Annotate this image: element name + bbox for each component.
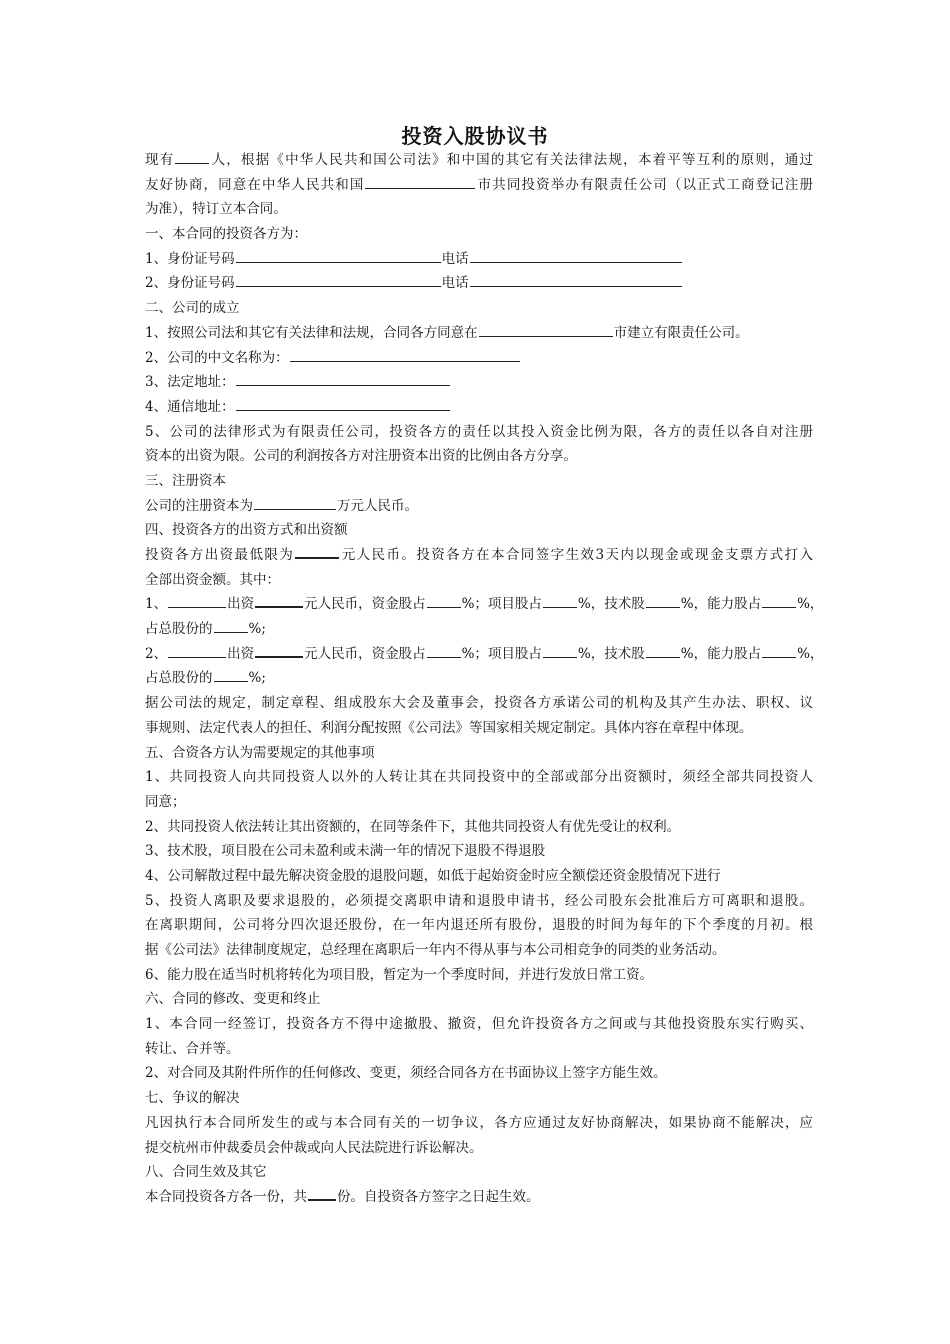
investor-item-1 <box>145 592 824 617</box>
item-text: 元人民币，资金股占 <box>304 596 426 613</box>
clause-line: 3、技术股，项目股在公司未盈利或未满一年的情况下退股不得退股 <box>145 843 546 860</box>
project-share-blank[interactable] <box>543 593 577 608</box>
clause-line <box>145 321 813 346</box>
ability-share-blank[interactable] <box>762 643 796 658</box>
item-text: %; <box>248 670 266 687</box>
clause-line <box>145 346 813 371</box>
section-heading: 三、注册资本 <box>145 472 226 489</box>
clause-line: 5、投资人离职及要求退股的，必须提交离职申请和退股申请书，经公司股东会批准后方可离职和退股。 <box>145 892 813 909</box>
clause-line <box>145 1185 813 1210</box>
ability-share-blank[interactable] <box>762 593 796 608</box>
item-text: %， <box>797 645 824 662</box>
amount-blank[interactable] <box>255 642 303 658</box>
clause-line: 2、共同投资人依法转让其出资额的，在同等条件下，其他共同投资人有优先受让的权利。 <box>145 818 681 835</box>
clause-text: 万元人民币。 <box>337 497 418 514</box>
clause-text: 4、通信地址： <box>145 398 235 415</box>
section-heading: 七、争议的解决 <box>145 1090 240 1107</box>
city-blank[interactable] <box>365 174 475 189</box>
section-heading: 八、合同生效及其它 <box>145 1164 267 1181</box>
investor-item-2 <box>145 642 824 667</box>
investor-count-blank[interactable] <box>175 149 209 164</box>
clause-line: 6、能力股在适当时机将转化为项目股，暂定为一个季度时间，并进行发放日常工资。 <box>145 966 654 983</box>
total-share-blank[interactable] <box>214 618 248 633</box>
party-row-1 <box>145 247 813 272</box>
tech-share-blank[interactable] <box>646 643 680 658</box>
investor-name-blank[interactable] <box>168 593 226 608</box>
clause-text: 2、公司的中文名称为： <box>145 349 289 366</box>
section-heading: 一、本合同的投资各方为： <box>145 226 307 243</box>
item-text: %；项目股占 <box>461 596 542 613</box>
clause-line: 4、公司解散过程中最先解决资金股的退股问题，如低于起始资金时应全额偿还资金股情况下进行 <box>145 867 721 884</box>
clause-text: 3、法定地址： <box>145 374 235 391</box>
min-investment-blank[interactable] <box>295 543 339 559</box>
intro-text: 友好协商，同意在中华人民共和国 <box>145 176 365 193</box>
clause-line: 1、本合同一经签订，投资各方不得中途撤股、撤资，但允许投资各方之间或与其他投资股东实行购买、 <box>145 1016 813 1033</box>
intro-line-1 <box>145 148 813 173</box>
intro-line-2 <box>145 173 813 198</box>
clause-text: 公司的注册资本为 <box>145 497 253 514</box>
section-heading: 六、合同的修改、变更和终止 <box>145 991 321 1008</box>
total-share-blank[interactable] <box>214 667 248 682</box>
item-text: %; <box>248 621 266 638</box>
intro-line-3: 为准），特订立本合同。 <box>145 201 287 218</box>
project-share-blank[interactable] <box>543 643 577 658</box>
id-number-blank[interactable] <box>236 272 441 287</box>
item-text: %，能力股占 <box>680 596 762 613</box>
mailing-address-blank[interactable] <box>236 396 450 411</box>
id-number-blank[interactable] <box>236 248 441 263</box>
clause-line: 在离职期间，公司将分四次退还股份，在一年内退还所有股份，退股的时间为每年的下个季度的月初。根 <box>145 917 813 934</box>
item-number: 2、 <box>145 645 168 662</box>
clause-text: 市建立有限责任公司。 <box>613 324 749 341</box>
item-number: 1、 <box>145 596 168 613</box>
intro-text: 市共同投资举办有限责任公司（以正式工商登记注册 <box>476 176 814 193</box>
clause-line <box>145 370 813 395</box>
registered-capital-blank[interactable] <box>254 495 336 510</box>
item-text: 出资 <box>227 645 255 662</box>
phone-label: 电话 <box>441 250 469 267</box>
investor-name-blank[interactable] <box>168 643 226 658</box>
section-heading: 五、合资各方认为需要规定的其他事项 <box>145 744 375 761</box>
phone-label: 电话 <box>441 275 469 292</box>
item-text: 元人民币，资金股占 <box>304 645 426 662</box>
clause-line <box>145 395 813 420</box>
item-text: %，技术股 <box>577 596 645 613</box>
document-body <box>145 148 824 1210</box>
item-text: %，能力股占 <box>680 645 762 662</box>
id-label: 1、身份证号码 <box>145 250 235 267</box>
party-row-2 <box>145 271 813 296</box>
clause-line: 转让、合并等。 <box>145 1040 240 1057</box>
item-text: %；项目股占 <box>461 645 542 662</box>
section-heading: 四、投资各方的出资方式和出资额 <box>145 522 348 539</box>
clause-line: 同意； <box>145 793 186 810</box>
id-label: 2、身份证号码 <box>145 275 235 292</box>
amount-blank[interactable] <box>255 592 303 608</box>
document-title: 投资入股协议书 <box>401 124 549 148</box>
clause-text: 本合同投资各方各一份，共 <box>145 1188 307 1205</box>
item-text: 出资 <box>227 596 255 613</box>
clause-text: 元人民币。投资各方在本合同签字生效3天内以现金或现金支票方式打入 <box>340 547 813 563</box>
city-blank[interactable] <box>479 322 613 337</box>
capital-share-blank[interactable] <box>427 593 461 608</box>
clause-line: 全部出资金额。其中： <box>145 571 280 588</box>
section-heading: 二、公司的成立 <box>145 300 240 317</box>
clause-line: 5、公司的法律形式为有限责任公司，投资各方的责任以其投入资金比例为限，各方的责任以各自对注册 <box>145 423 813 440</box>
intro-text: 人，根据《中华人民共和国公司法》和中国的其它有关法律法规，本着平等互利的原则，通过 <box>210 152 814 168</box>
clause-line: 1、共同投资人向共同投资人以外的人转让其在共同投资中的全部或部分出资额时，须经全部共同投资人 <box>145 769 813 786</box>
tech-share-blank[interactable] <box>646 593 680 608</box>
clause-line <box>145 494 813 519</box>
company-name-blank[interactable] <box>290 347 520 362</box>
clause-line <box>145 543 813 568</box>
phone-blank[interactable] <box>470 272 682 287</box>
investor-item-1-total <box>145 617 813 642</box>
item-text: %，技术股 <box>577 645 645 662</box>
legal-address-blank[interactable] <box>236 371 450 386</box>
clause-line: 2、对合同及其附件所作的任何修改、变更，须经合同各方在书面协议上签字方能生效。 <box>145 1065 667 1082</box>
item-text: 占总股份的 <box>145 621 213 638</box>
clause-line: 据公司法的规定，制定章程、组成股东大会及董事会，投资各方承诺公司的机构及其产生办法、职权、议 <box>145 695 813 712</box>
investor-item-2-total <box>145 666 813 691</box>
phone-blank[interactable] <box>470 248 682 263</box>
clause-line: 提交杭州市仲裁委员会仲裁或向人民法院进行诉讼解决。 <box>145 1139 483 1156</box>
capital-share-blank[interactable] <box>427 643 461 658</box>
item-text: %， <box>797 596 824 613</box>
clause-text: 份。自投资各方签字之日起生效。 <box>337 1188 540 1205</box>
item-text: 占总股份的 <box>145 670 213 687</box>
clause-text: 投资各方出资最低限为 <box>145 547 295 563</box>
clause-line: 事规则、法定代表人的担任、利润分配按照《公司法》等国家相关规定制定。具体内容在章程中体现。 <box>145 719 753 736</box>
intro-text: 现有 <box>145 152 175 168</box>
copies-blank[interactable] <box>308 1185 336 1201</box>
clause-line: 凡因执行本合同所发生的或与本合同有关的一切争议，各方应通过友好协商解决，如果协商不能解决，应 <box>145 1114 813 1131</box>
clause-line: 据《公司法》法律制度规定，总经理在离职后一年内不得从事与本公司相竞争的同类的业务活动。 <box>145 942 726 958</box>
clause-text: 1、按照公司法和其它有关法律和法规，合同各方同意在 <box>145 324 478 341</box>
clause-line: 资本的出资为限。公司的利润按各方对注册资本出资的比例由各方分享。 <box>145 448 577 465</box>
